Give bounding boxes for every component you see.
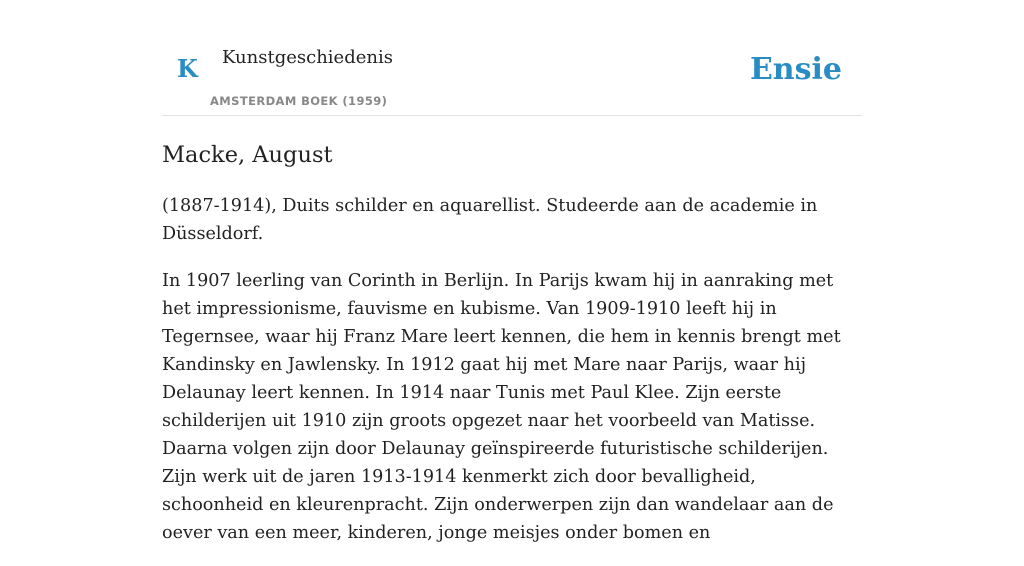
article-title: Macke, August — [162, 142, 333, 168]
article-body: In 1907 leerling van Corinth in Berlijn. In Parijs kwam hij in aanraking met het impressionisme, fauvisme en kubisme. Van 1909-1910 leeft hij in Tegernsee, waar hij Franz Mare leert kennen, die hem in kennis brengt met Kandinsky en Jawlensky. In 1912 gaat hij met Mare naar Parijs, waar hij Delaunay leert kennen. In 1914 naar Tunis met Paul Klee. Zijn eerste schilderijen uit 1910 zijn groots opgezet naar het voorbeeld van Matisse. Daarna volgen zijn door Delaunay geïnspireerde futuristische schilderijen. Zijn werk uit de jaren 1913-1914 kenmerkt zich door bevalligheid, schoonheid en kleurenpracht. Zijn onderwerpen zijn dan wandelaar aan de oever van een meer, kinderen, jonge meisjes onder bomen en — [162, 271, 841, 543]
source-label: AMSTERDAM BOEK (1959) — [210, 94, 388, 108]
category-link[interactable]: Kunstgeschiedenis — [222, 47, 393, 68]
category-logo[interactable]: K — [177, 54, 198, 83]
page-header — [162, 30, 862, 116]
brand-logo[interactable]: Ensie — [749, 52, 842, 87]
article-intro: (1887-1914), Duits schilder en aquarellist. Studeerde aan de academie in Düsseldorf. — [162, 196, 818, 244]
article — [162, 138, 862, 566]
